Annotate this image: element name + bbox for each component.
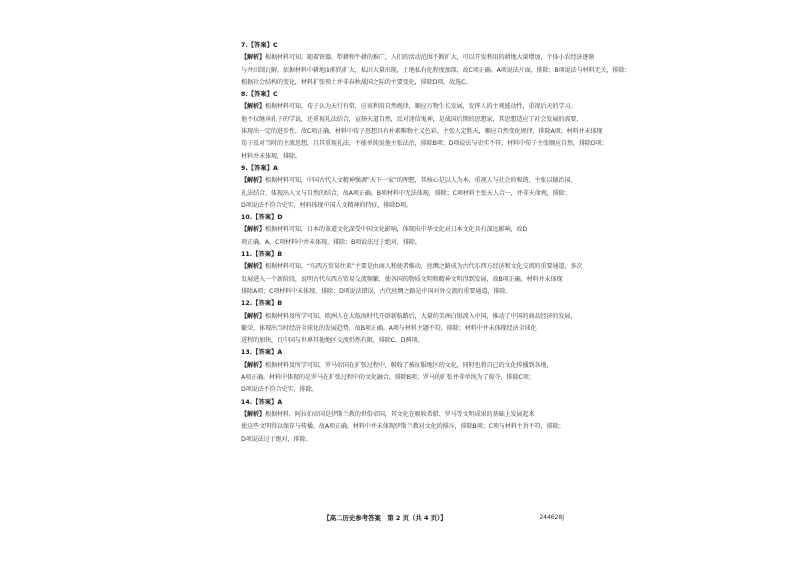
- explanation-text: A项正确。材料中体现的是罗马在扩张过程中的文化融合，排除B项；罗马的扩张并非单纯为了掠夺，排除C项；: [241, 374, 535, 382]
- answer-letter: C: [273, 91, 278, 99]
- explanation-line: [241, 224, 557, 236]
- explanation-line: [241, 52, 595, 64]
- explanation-text: 根据材料及所学可知，欧洲人在大航海时代开辟新航路后，大量的美洲白银流入中国，推动了中国的商品经济的发展，: [264, 312, 577, 320]
- explanation-line: [241, 77, 557, 89]
- explanation-text: 根据材料可知，“东西方贸易往来”主要是由商人和使者推动，丝绸之路成为古代东西方经济和文化交流的重要通道，多次: [264, 263, 583, 271]
- explanation-text: 繁荣，体现出当时经济全球化的发展趋势，故B项正确。A项与材料主题不符，排除；材料中并未体现经济全球化: [241, 324, 537, 332]
- question-number: 14.: [241, 398, 253, 406]
- explanation-tag: 【解析】: [241, 103, 265, 111]
- explanation-line: [241, 323, 557, 335]
- explanation-line: [241, 286, 557, 298]
- explanation-tag: 【解析】: [241, 361, 265, 369]
- explanation-text: D项说法不符合史实，排除。: [241, 386, 318, 394]
- question-number: 9.: [241, 164, 248, 172]
- explanation-text: 排除A项；C项材料中未体现，排除；D项说法错误，古代丝绸之路是中国对外交流的重要通道，排除。: [241, 287, 512, 295]
- explanation-text: 材料并未体现，排除。: [241, 152, 301, 160]
- explanation-text: 体现出一定的进步性，故C项正确。材料中荀子思想具有朴素唯物主义色彩，主张人定胜天，顺应自然变化规律，排除A项；材料并未体现: [241, 128, 603, 136]
- explanation-tag: 【解析】: [241, 312, 265, 320]
- explanation-line: [241, 138, 608, 150]
- explanation-line: [241, 434, 557, 446]
- question-number: 12.: [241, 300, 253, 308]
- explanation-line: [241, 274, 563, 286]
- explanation-text: 荀子反对当时的主流思想，且其重视礼法，不能单纯说他主张法治，排除B项；D项说法与史实不符，材料中荀子主张顺应自然，排除D项；: [241, 140, 608, 148]
- answer-tag: 【答案】: [247, 91, 274, 99]
- explanation-line: [241, 126, 603, 138]
- explanation-text: D项说法过于绝对，排除。: [241, 435, 312, 443]
- explanation-line: [241, 188, 571, 200]
- footer-code: 244628J: [539, 514, 564, 521]
- answer-letter: B: [277, 251, 283, 259]
- explanation-tag: 【解析】: [241, 226, 265, 234]
- explanation-line: [241, 237, 557, 249]
- explanation-line: [241, 409, 557, 421]
- answer-tag: 【答案】: [252, 214, 278, 222]
- explanation-text: 根据材料可知，荀子认为天行有常，应该利用自然规律，顺应万物生长发展，发挥人的主观能动性，重视后天的学习。: [264, 103, 577, 111]
- explanation-text: 根据材料及所学可知，罗马帝国在扩张过程中，吸收了被征服地区的文化，同时也将自己的文化传播到各地，: [264, 361, 553, 369]
- explanation-tag: 【解析】: [241, 410, 265, 418]
- answer-item: [241, 249, 583, 298]
- answer-item: [241, 397, 565, 446]
- explanation-line: [241, 384, 557, 396]
- explanation-text: 根据材料可知，随着铁器、犁耕和牛耕的推广，人们的活动范围不断扩大，可以开发利用的耕地大量增加，个体小农经济逐渐: [264, 54, 595, 62]
- explanation-line: [241, 335, 557, 347]
- explanation-tag: 【解析】: [241, 177, 265, 185]
- explanation-text: 根据材料可知，日本的茶道文化深受中国文化影响，体现出中华文化对日本文化具有深远影响，故D: [264, 226, 527, 234]
- explanation-tag: 【解析】: [241, 263, 265, 271]
- answer-heading: [241, 298, 557, 310]
- answer-heading: [241, 249, 557, 261]
- answer-heading: [241, 40, 557, 52]
- explanation-line: [241, 421, 565, 433]
- answer-item: [241, 163, 577, 212]
- explanation-line: [241, 360, 557, 372]
- explanation-text: 根据社会结构的变化，材料扩张领土并非春秋战国之际的主要变化，排除D项。故选C。: [241, 78, 472, 86]
- explanation-line: [241, 65, 631, 77]
- answer-heading: [241, 397, 557, 409]
- answer-heading: [241, 212, 557, 224]
- answer-heading: [241, 347, 557, 359]
- answer-item: [241, 212, 557, 249]
- question-number: 13.: [241, 349, 253, 357]
- answer-letter: A: [273, 164, 278, 172]
- explanation-text: 进程的加快，且中国与世界其他地区交流仍然有限，排除C、D两项。: [241, 337, 424, 345]
- explanation-line: [241, 311, 577, 323]
- answer-letter: D: [277, 214, 283, 222]
- explanation-text: 礼法结合，体现出人文与自然的结合，故A项正确。B项材料中无法体现，排除；C项材料主张天人合一，并非天命观，排除；: [241, 189, 571, 197]
- answer-key-content: [241, 40, 631, 446]
- answer-tag: 【答案】: [247, 42, 274, 49]
- answer-letter: A: [277, 398, 283, 406]
- answer-tag: 【答案】: [252, 398, 278, 406]
- explanation-text: D项说法不符合史实，材料体现中国人文精神的特征，排除D项。: [241, 201, 412, 209]
- answer-heading: [241, 163, 557, 175]
- explanation-line: [241, 261, 583, 273]
- answer-item: [241, 89, 608, 163]
- explanation-text: 发展进入一个新阶段，说明古代东西方贸易交流频繁，使各国的物质文明和精神文明得到发展，故B项正确。材料并未体现: [241, 275, 563, 283]
- explanation-line: [241, 372, 557, 384]
- explanation-text: 项正确。A、C项材料中并未体现，排除；B项说法过于绝对，排除。: [241, 238, 421, 246]
- answer-letter: C: [273, 42, 278, 49]
- explanation-line: [241, 200, 557, 212]
- explanation-line: [241, 114, 583, 126]
- page-footer: [0, 512, 794, 524]
- answer-letter: A: [277, 349, 283, 357]
- explanation-line: [241, 151, 557, 163]
- question-number: 8.: [241, 91, 248, 99]
- explanation-line: [241, 175, 577, 187]
- question-number: 11.: [241, 251, 253, 259]
- explanation-text: 根据材料可知，中国古代人文精神强调“天下一家”的理想，其核心是以人为本，重视人与社会的和谐，主张以德治国、: [264, 177, 577, 185]
- answer-tag: 【答案】: [247, 164, 274, 172]
- explanation-text: 他不仅继承孔子的学说，还重视礼法结合，宣扬天道自然，反对迷信鬼神，是战国后期的思想家，其思想适应了社会发展的需要，: [241, 115, 583, 123]
- question-number: 10.: [241, 214, 253, 222]
- answer-tag: 【答案】: [252, 251, 278, 259]
- answer-heading: [241, 89, 557, 101]
- footer-page-label: 【高二历史参考答案 第 2 页（共 4 页）】: [323, 514, 447, 522]
- explanation-text: 与井田制瓦解。依据材料中耕地面积的扩大，私田大量出现，土地私有化程度加深，故C项正确。A项说法片面，排除；B项说法与材料无关，排除；: [241, 66, 631, 74]
- explanation-line: [241, 101, 577, 113]
- answer-letter: B: [277, 300, 283, 308]
- answer-tag: 【答案】: [252, 349, 278, 357]
- explanation-text: 根据材料，阿拉伯帝国是伊斯兰教的世俗帝国，其文化在吸收希腊、罗马等文明成果的基础上发展起来: [264, 410, 535, 418]
- answer-tag: 【答案】: [252, 300, 278, 308]
- answer-item: [241, 298, 577, 347]
- question-number: 7.: [241, 42, 248, 49]
- answer-item: [241, 40, 631, 89]
- answer-item: [241, 347, 557, 396]
- explanation-tag: 【解析】: [241, 54, 265, 62]
- explanation-text: 使这些文明得以保存与传播，故A项正确。材料中并未体现伊斯兰教对文化的排斥，排除B项；C项与材料主旨不符，排除；: [241, 423, 565, 431]
